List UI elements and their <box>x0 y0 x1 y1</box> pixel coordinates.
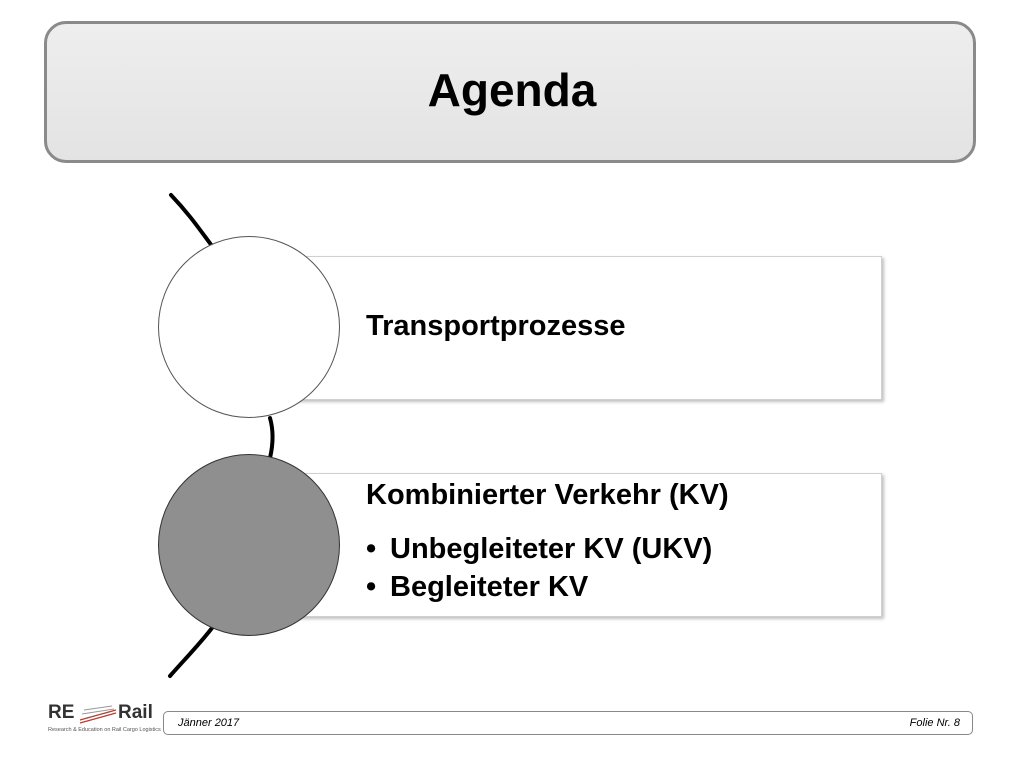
agenda-item-heading-2: Kombinierter Verkehr (KV) <box>366 479 729 511</box>
agenda-item-2-bullets <box>366 530 712 606</box>
footer-slide-number: Folie Nr. 8 <box>909 717 960 729</box>
bullet-icon: • <box>366 533 377 565</box>
bullet-icon: • <box>366 571 377 603</box>
footer-date: Jänner 2017 <box>178 717 240 729</box>
agenda-item-circle-1 <box>158 236 340 418</box>
bullet-text: Begleiteter KV <box>390 571 589 603</box>
logo-rail-text: Rail <box>118 702 153 723</box>
bullet-item <box>366 568 712 606</box>
bullet-text: Unbegleiteter KV (UKV) <box>390 533 713 565</box>
bullet-item <box>366 530 712 568</box>
logo-re-text: RE <box>48 702 75 723</box>
rerail-logo <box>44 703 160 741</box>
footer-bar <box>163 711 973 735</box>
rail-tracks-icon <box>78 704 118 724</box>
agenda-item-circle-2-active <box>158 454 340 636</box>
logo-tagline: Research & Education on Rail Cargo Logistics <box>48 727 161 733</box>
slide-title: Agenda <box>427 64 597 116</box>
agenda-item-heading-1: Transportprozesse <box>366 310 626 342</box>
